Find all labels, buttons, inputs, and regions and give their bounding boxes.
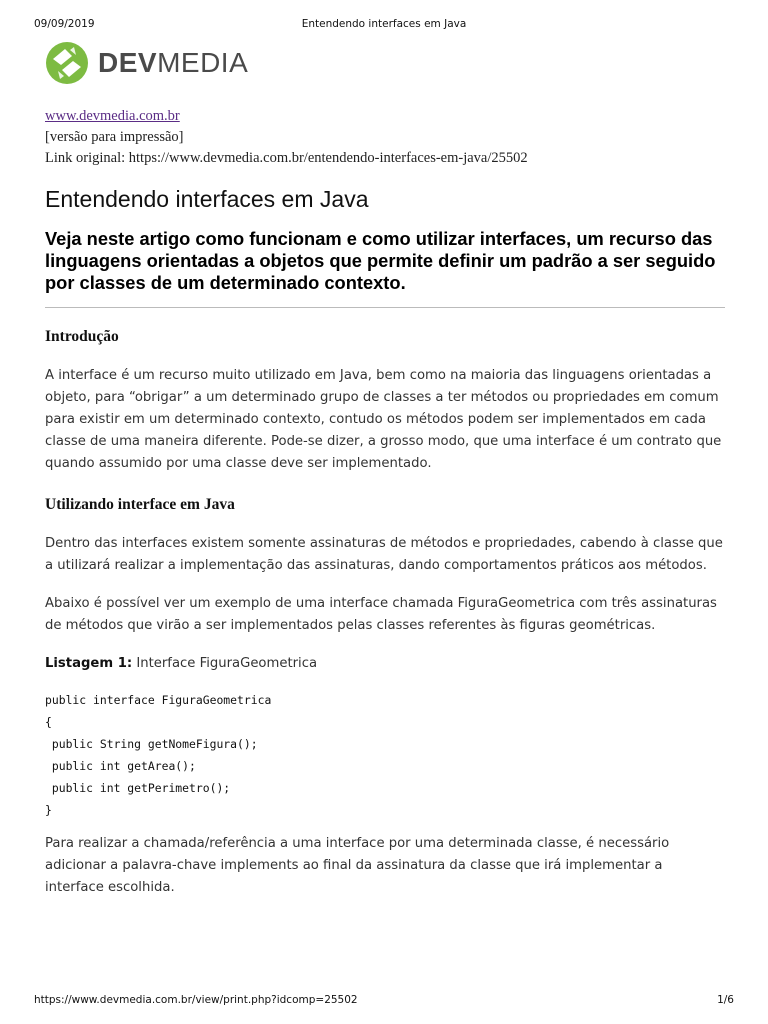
listing-caption — [45, 653, 725, 675]
print-footer — [0, 990, 768, 1010]
page-number: 1/6 — [717, 994, 734, 1006]
site-link[interactable]: www.devmedia.com.br — [45, 108, 180, 124]
listing-title: Interface FiguraGeometrica — [132, 656, 318, 671]
devmedia-logo[interactable] — [44, 41, 248, 85]
logo-wordmark-bold: DEV — [98, 47, 158, 78]
paragraph-exemplo: Abaixo é possível ver um exemplo de uma interface chamada FiguraGeometrica com três assinaturas de métodos que virão a ser implementados pelas classes referentes às figuras geométricas. — [45, 596, 717, 633]
code-listing: public interface FiguraGeometrica { public String getNomeFigura(); public int getArea(); public int getPerimetro(); } — [45, 693, 272, 817]
print-version-label: [versão para impressão] — [45, 129, 184, 145]
paragraph-assinaturas: Dentro das interfaces existem somente assinaturas de métodos e propriedades, cabendo à classe que a utilizará realizar a implementação das assinaturas, dando comportamentos práticos aos métodos. — [45, 536, 723, 573]
print-meta — [45, 106, 528, 169]
paragraph-implements: Para realizar a chamada/referência a uma interface por uma determinada classe, é necessário adicionar a palavra-chave implements ao final da assinatura da classe que irá implementar a interface escolhida. — [45, 836, 670, 895]
print-header — [0, 0, 768, 30]
logo-wordmark — [98, 47, 248, 79]
listing-label: Listagem 1: — [45, 656, 133, 671]
devmedia-logo-icon — [44, 41, 90, 85]
paragraph-introducao: A interface é um recurso muito utilizado em Java, bem como na maioria das linguagens orientadas a objeto, para “obrigar” a um determinado grupo de classes a ter métodos ou propriedades em comum para existir em um determinado contexto, contudo os métodos podem ser implementados em cada classe de uma maneira diferente. Pode-se dizer, a grosso modo, que uma interface é um contrato que quando assumido por uma classe deve ser implementado. — [45, 368, 722, 471]
print-page-title: Entendendo interfaces em Java — [301, 18, 467, 30]
article-subtitle: Veja neste artigo como funcionam e como utilizar interfaces, um recurso das linguagens orientadas a objetos que permite definir um padrão a ser seguido por classes de um determinado contexto. — [45, 228, 716, 293]
section-heading-utilizando: Utilizando interface em Java — [45, 496, 235, 513]
print-footer-url: https://www.devmedia.com.br/view/print.php?idcomp=25502 — [34, 994, 358, 1006]
print-date: 09/09/2019 — [34, 18, 95, 30]
original-link-text: Link original: https://www.devmedia.com.br/entendendo-interfaces-em-java/25502 — [45, 150, 528, 166]
divider — [45, 307, 725, 308]
section-heading-introducao: Introdução — [45, 328, 119, 345]
logo-wordmark-regular: MEDIA — [157, 47, 249, 78]
article-content — [45, 184, 725, 899]
article-title: Entendendo interfaces em Java — [45, 186, 369, 212]
